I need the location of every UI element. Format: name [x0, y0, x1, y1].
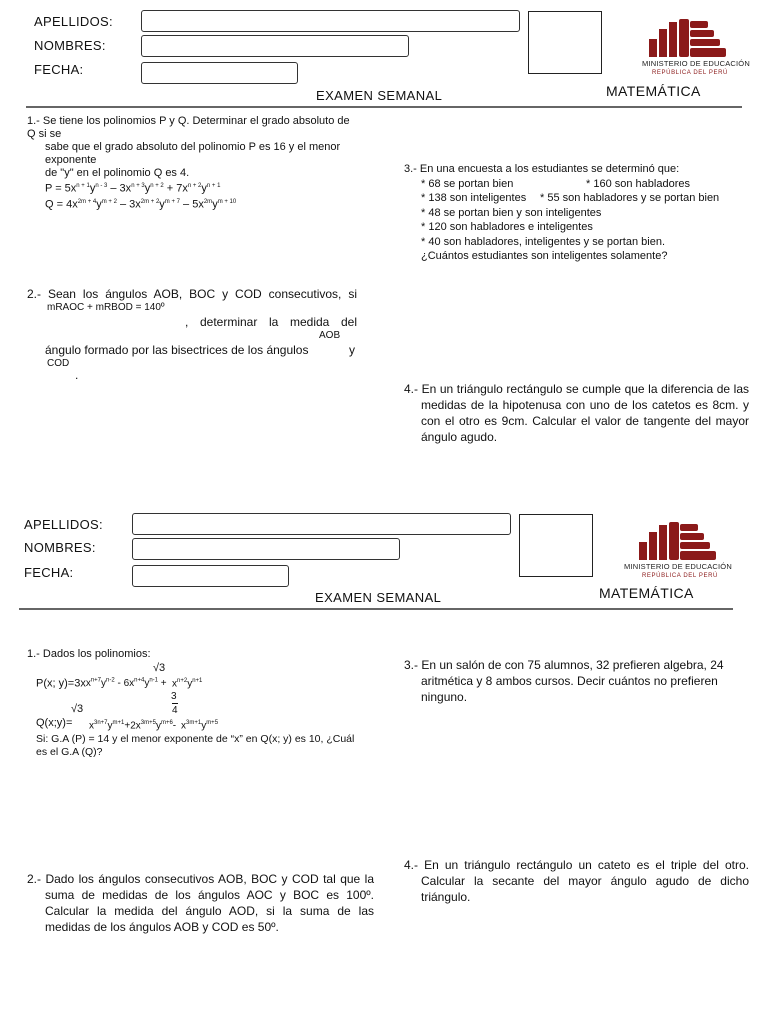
exam1-q1-line3: de "y" en el polinomio Q es 4. [45, 167, 190, 179]
exam1-q1-q-label: Q = 4x [45, 198, 78, 211]
subject-title-2: MATEMÁTICA [599, 585, 694, 601]
exam1-q3-l5: * 40 son habladores, inteligentes y se portan bien. [421, 235, 665, 248]
label-fecha: FECHA: [34, 62, 84, 77]
exam1-q3-l2a: * 138 son inteligentes [421, 192, 527, 204]
exam1-q2-line3: ángulo formado por las bisectrices de los ángulos [45, 343, 309, 357]
label-apellidos: APELLIDOS: [34, 14, 113, 29]
exam2-q1-q-label: Q(x;y)= [36, 717, 73, 729]
exam2-q1-intro: 1.- Dados los polinomios: [27, 648, 151, 660]
label-fecha-2: FECHA: [24, 565, 74, 580]
label-nombres: NOMBRES: [34, 38, 106, 53]
exam2-q2: 2.- Dado los ángulos consecutivos AOB, BOC y COD tal que la suma de medidas de los ángulos AOC y BOC es 100º. Calcular la medida del ángulo AOD, si la suma de las medidas de los ángulos AOB y COD es 50º. [27, 872, 374, 934]
exam1-q2-line1: 2.- Sean los ángulos AOB, BOC y COD consecutivos, si [27, 287, 357, 301]
header-divider-1 [26, 106, 742, 108]
exam1-q2-cod: COD [47, 358, 70, 369]
nombres-field[interactable] [141, 35, 409, 57]
exam2-q1-sqrt-a: √3 [153, 662, 166, 674]
exam1-q3-l1b: * 160 son habladores [586, 177, 690, 190]
exam2-q1-p-term: $x^{n+2}y^{n+1}$ [172, 678, 203, 690]
exam2-q1 [27, 648, 357, 759]
header-divider-2 [19, 608, 733, 610]
exam1-q1-q: $Q = 4x^{2m + 4}y^{m + 2} - 3x^{2m + 2}y^{m + 7} - 5x^{2m}y^{m + 10}$ [45, 198, 237, 211]
label-nombres-2: NOMBRES: [24, 540, 96, 555]
apellidos-field-2[interactable] [132, 513, 511, 535]
ministry-logo-icon [638, 17, 748, 59]
exam2-q3: 3.- En un salón de con 75 alumnos, 32 prefieren algebra, 24 aritmética y 8 ambos cursos. Decir cuántos no prefieren ninguno. [404, 658, 724, 704]
exam1-q3-l3: * 48 se portan bien y son inteligentes [421, 206, 602, 219]
exam1-q2-dot: . [75, 368, 79, 382]
exam2-q1-frac-den: 4 [172, 705, 178, 716]
exam1-q3-l6: ¿Cuántos estudiantes son inteligentes solamente? [421, 250, 668, 262]
ministry-logo [638, 17, 748, 81]
exam2-q1-frac-num: 3 [171, 691, 177, 702]
exam1-q2 [27, 286, 357, 380]
exam2-q1-p-label: P(x; y)=3x [36, 677, 86, 690]
logo-line1-2: MINISTERIO DE EDUCACIÓN [624, 562, 732, 571]
apellidos-field[interactable] [141, 10, 520, 32]
exam1-q3-l4: * 120 son habladores e inteligentes [421, 221, 593, 233]
exam1-q3-l1a: * 68 se portan bien [421, 177, 514, 190]
exam2-q1-sqrt-b: √3 [71, 703, 84, 715]
exam2-q1-q-term3: $x^{3m+1}y^{m+5}$ [181, 720, 219, 732]
ministry-logo-2 [624, 520, 738, 584]
fecha-field[interactable] [141, 62, 298, 84]
subject-title-1: MATEMÁTICA [606, 83, 701, 99]
exam2-q4: 4.- En un triángulo rectángulo un cateto es el triple del otro. Calcular la secante del mayor ángulo agudo de dicho triángulo. [404, 858, 749, 904]
exam1-q3 [404, 162, 744, 264]
logo-line2-2: REPÚBLICA DEL PERÚ [642, 573, 718, 579]
exam2-q1-q-terms: $x^{3n+7}y^{m+1}+2x^{3m+5}y^{m+6}-$ [89, 720, 177, 732]
exam1-q1-p-label: P = 5x [45, 182, 77, 195]
nombres-field-2[interactable] [132, 538, 400, 560]
label-apellidos-2: APELLIDOS: [24, 517, 103, 532]
photo-box [528, 11, 602, 74]
exam1-q4: 4.- En un triángulo rectángulo se cumple que la diferencia de las medidas de la hipotenusa con uno de los catetos es 8cm. y con el otro es 9cm. Calcular el valor de tangente del mayor ángulo agudo. [404, 382, 749, 444]
exam2-q1-p: P(x; $y)=3xx^{n+7}y^{n-2} - 6x^{n+4}y^{n-1}$ + $x^{n+2}y^{n+1}$ [27, 675, 357, 691]
exam2-q1-q [27, 717, 357, 733]
exam1-q2-aob: AOB [319, 330, 341, 341]
exam1-q1-line1: 1.- Se tiene los polinomios P y Q. Determinar el grado absoluto de Q si se [27, 115, 350, 140]
logo-line2: REPÚBLICA DEL PERÚ [652, 70, 728, 76]
ministry-logo-icon-2 [628, 520, 738, 562]
exam1-q1-line2: sabe que el grado absoluto del polinomio P es 16 y el menor exponente [45, 141, 341, 166]
exam1-q2-eq: mRAOC + mRBOD = 140º [47, 302, 165, 313]
exam1-q2-y: y [349, 343, 355, 357]
exam1-q3-l2b: * 55 son habladores y se portan bien [540, 192, 720, 204]
exam2-q1-cond: Si: G.A (P) = 14 y el menor exponente de “x” en Q(x; y) es 10, ¿Cuál es el G.A (Q)? [36, 733, 355, 758]
exam1-q3-intro: 3.- En una encuesta a los estudiantes se determinó que: [404, 163, 680, 175]
exam1-q1 [27, 115, 357, 211]
exam-title-2: EXAMEN SEMANAL [315, 590, 442, 605]
exam1-q2-line2: , determinar la medida del [185, 315, 357, 329]
fecha-field-2[interactable] [132, 565, 289, 587]
logo-line1: MINISTERIO DE EDUCACIÓN [642, 59, 750, 68]
exam-title-1: EXAMEN SEMANAL [316, 88, 443, 103]
exam1-q1-p: $P = 5x^{n + 1}y^{n - 3} - 3x^{n + 3}y^{n + 2} + 7x^{n + 2}y^{n + 1}$ [45, 182, 221, 195]
photo-box-2 [519, 514, 593, 577]
